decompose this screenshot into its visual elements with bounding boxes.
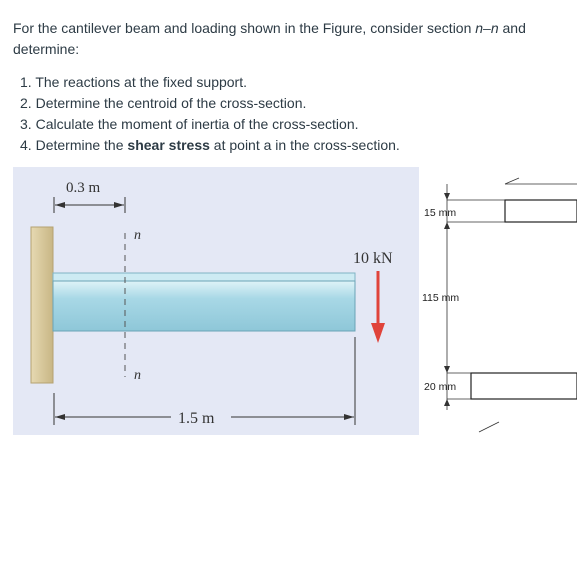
task-item (20, 93, 400, 114)
task-text: Determine the centroid of the cross-section. (35, 95, 307, 111)
task-item (20, 114, 400, 135)
task-number: 2. (20, 95, 32, 111)
section-distance-label: 0.3 m (66, 180, 101, 196)
flange-thickness-label: 15 mm (424, 207, 457, 219)
bottom-flange (471, 373, 577, 399)
web-height-label: 115 mm (422, 292, 460, 304)
intro-text-start: For the cantilever beam and loading shown in the Figure, consider section (13, 20, 476, 36)
task-item (20, 72, 400, 93)
section-mark-bottom: n (134, 368, 141, 383)
section-name: n–n (475, 20, 499, 36)
top-flange (505, 200, 577, 222)
intro-text-end: and determine: (13, 20, 526, 57)
beam-figure (13, 167, 419, 435)
task-number: 4. (20, 137, 32, 153)
task-item (20, 135, 400, 156)
load-arrowhead (371, 323, 385, 343)
bottom-thickness-label: 20 mm (424, 381, 457, 393)
task-number: 3. (20, 116, 32, 132)
task-list (20, 72, 400, 156)
task-text: Determine the (35, 137, 128, 153)
task-bold-term: shear stress (127, 137, 210, 153)
task-text: at point a in the cross-section. (209, 137, 400, 153)
cross-section-diagram (419, 170, 577, 440)
problem-intro (13, 18, 553, 60)
load-label: 10 kN (353, 250, 393, 267)
beam-diagram (13, 167, 419, 435)
task-text: The reactions at the fixed support. (35, 74, 248, 90)
beam-top-flange (53, 273, 355, 281)
cross-section-figure (419, 170, 577, 440)
section-mark-top: n (134, 228, 141, 243)
beam-body (53, 281, 355, 331)
span-label: 1.5 m (178, 410, 215, 427)
fixed-wall (31, 227, 53, 383)
task-number: 1. (20, 74, 32, 90)
task-text: Calculate the moment of inertia of the cross-section. (35, 116, 359, 132)
